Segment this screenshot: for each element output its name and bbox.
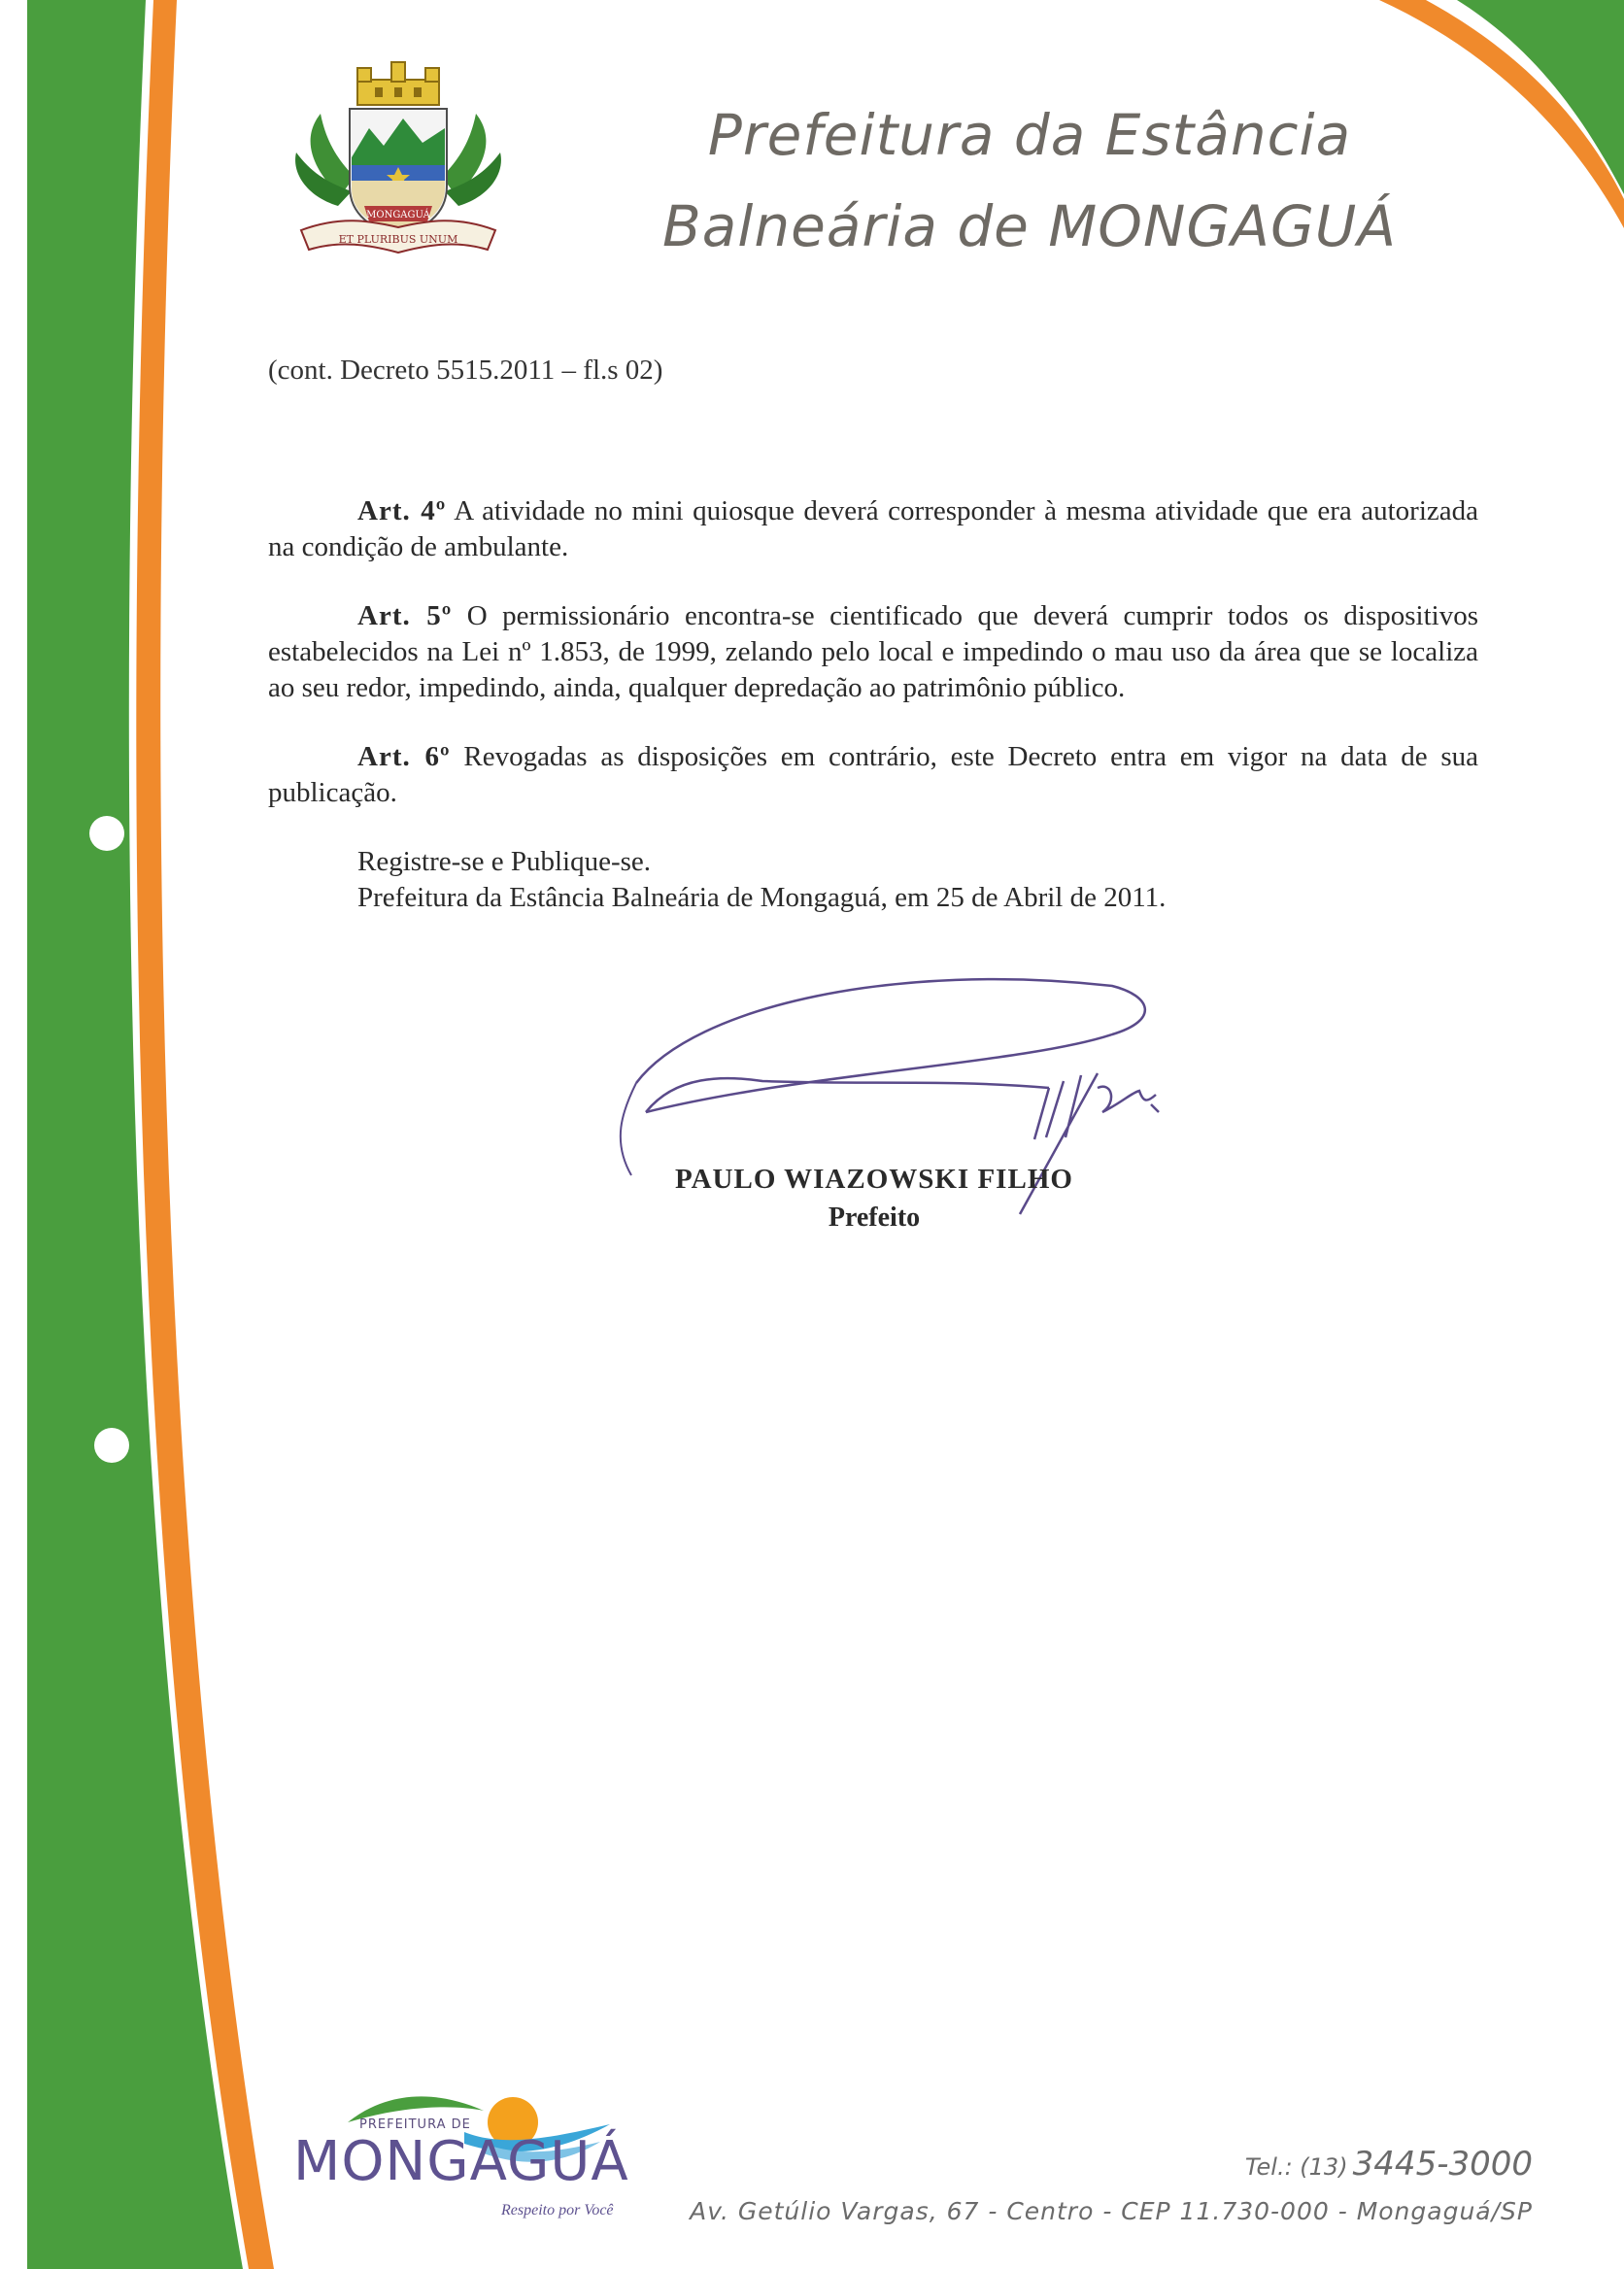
footer-logo xyxy=(289,2083,639,2229)
signatory-role: Prefeito xyxy=(828,1202,921,1233)
footer-address: Av. Getúlio Vargas, 67 - Centro - CEP 11.730-000 - Mongaguá/SP xyxy=(690,2197,1533,2225)
letterhead-title-line1: Prefeitura da Estância xyxy=(707,102,1352,168)
article-5 xyxy=(268,598,1478,706)
decree-reference: (cont. Decreto 5515.2011 – fl.s 02) xyxy=(268,355,663,386)
article-4 xyxy=(268,493,1478,565)
motto-ribbon xyxy=(301,206,495,253)
article-text: A atividade no mini quiosque deverá corresponder à mesma atividade que era autorizada na condição de ambulante. xyxy=(268,495,1479,562)
article-text: O permissionário encontra-se cientificado que deverá cumprir todos os dispositivos estabelecidos na Lei nº 1.853, de 1999, zelando pelo local e impedindo o mau uso da área que se localiza ao seu redor, impedindo, ainda, qualquer depredação ao patrimônio público. xyxy=(268,600,1478,703)
article-text: Revogadas as disposições em contrário, este Decreto entra em vigor na data de sua publicação. xyxy=(268,741,1479,808)
telephone-number: 3445-3000 xyxy=(1352,2145,1533,2184)
punch-hole xyxy=(94,1428,129,1463)
logo-small-text: PREFEITURA DE xyxy=(359,2117,471,2132)
article-label: Art. 6º xyxy=(357,741,451,772)
coat-of-arms-emblem xyxy=(282,60,515,269)
article-label: Art. 5º xyxy=(357,600,453,631)
crown-icon xyxy=(357,62,439,105)
closing-line1: Registre-se e Publique-se. xyxy=(357,846,652,877)
logo-slogan: Respeito por Você xyxy=(501,2202,614,2218)
article-label: Art. 4º xyxy=(357,495,447,526)
letterhead-title-line2: Balneária de MONGAGUÁ xyxy=(661,193,1398,259)
letterhead-title xyxy=(641,89,1418,272)
footer-telephone xyxy=(1245,2145,1533,2184)
document-body xyxy=(268,493,1478,916)
logo-name: MONGAGUÁ xyxy=(293,2130,629,2193)
signatory-name: PAULO WIAZOWSKI FILHO xyxy=(675,1164,1073,1195)
closing-block xyxy=(357,844,1478,916)
article-6 xyxy=(268,739,1478,811)
punch-hole xyxy=(89,816,124,851)
telephone-label: Tel.: (13) xyxy=(1244,2153,1348,2181)
closing-line2: Prefeitura da Estância Balneária de Mongaguá, em 25 de Abril de 2011. xyxy=(357,882,1167,913)
crest-label: MONGAGUÁ xyxy=(366,210,430,220)
crest-motto: ET PLURIBUS UNUM xyxy=(338,233,458,246)
